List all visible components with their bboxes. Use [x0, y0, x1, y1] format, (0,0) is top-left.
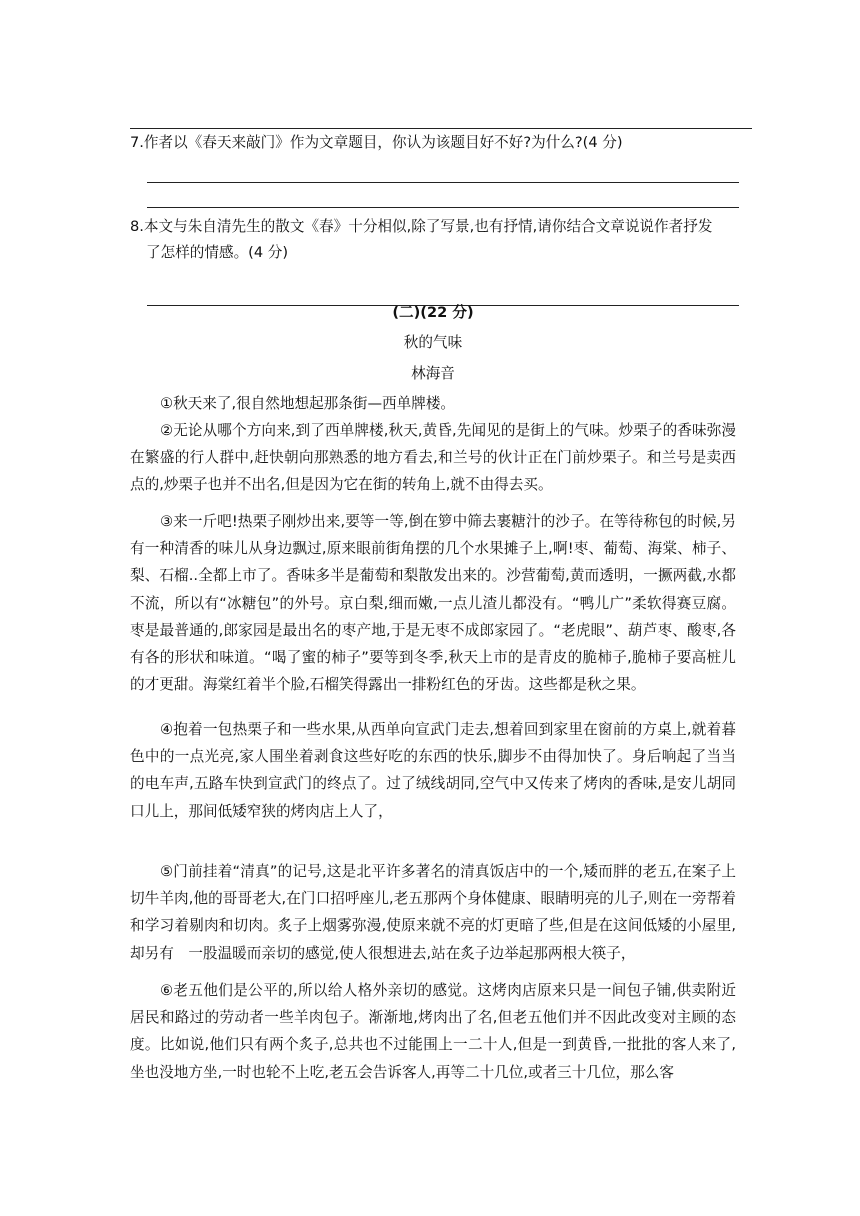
paragraph-2: ②无论从哪个方向来,到了西单牌楼,秋天,黄昏,先闻见的是街上的气味。炒栗子的香味弥漫在繁盛的行人群中,赶快朝向那熟悉的地方看去,和兰号的伙计正在门前炒栗子。和兰号是卖西点的,炒栗子也并不出名,但是因为它在街的转角上,就不由得去买。: [130, 422, 736, 494]
question-8-line1: 8.本文与朱自清先生的散文《春》十分相似,除了写景,也有抒情,请你结合文章说说作者抒发: [130, 218, 713, 235]
question-8-line2: 了怎样的情感。(4 分): [146, 244, 289, 261]
paragraph-5: ⑤门前挂着“清真”的记号,这是北平许多著名的清真饭店中的一个,矮而胖的老五,在案子上切牛羊肉,他的哥哥老大,在门口招呼座儿,老五那两个身体健康、眼睛明亮的儿子,则在一旁帮着和学习着剔肉和切肉。炙子上烟雾弥漫,使原来就不亮的灯更暗了些,但是在这间低矮的小屋里,却另有 一股温暖而亲切的感觉,使人很想进去,站在炙子边举起那两根大筷子，: [130, 863, 736, 962]
answer-line-q7-1: [147, 182, 739, 183]
question-8: [130, 214, 736, 266]
paragraph-6: ⑥老五他们是公平的,所以给人格外亲切的感觉。这烤肉店原来只是一间包子铺,供卖附近居民和路过的劳动者一些羊肉包子。渐渐地,烤肉出了名,但老五他们并不因此改变对主顾的态度。比如说,他们只有两个炙子,总共也不过能围上一二十人,但是一到黄昏,一批批的客人来了,坐也没地方坐,一时也轮不上吃,老五会告诉客人,再等二十几位,或者三十几位，那么客: [130, 982, 736, 1081]
paragraph-1: ①秋天来了,很自然地想起那条街—西单牌楼。: [160, 395, 456, 412]
question-7: [130, 130, 736, 156]
answer-line-top: [130, 128, 752, 129]
answer-line-q7-2: [147, 207, 739, 208]
paragraph-4: ④抱着一包热栗子和一些水果,从西单向宣武门走去,想着回到家里在窗前的方桌上,就着暮色中的一点光亮,家人围坐着剥食这些好吃的东西的快乐,脚步不由得加快了。身后响起了当当的电车声,五路车快到宣武门的终点了。过了绒线胡同,空气中又传来了烤肉的香味,是安儿胡同口儿上，那间低矮窄狭的烤肉店上人了，: [130, 721, 736, 820]
question-7-text: 7.作者以《春天来敲门》作为文章题目，你认为该题目好不好?为什么?(4 分): [130, 134, 623, 151]
article-author: 林海音: [411, 365, 455, 382]
section-heading: (二)(22 分): [392, 304, 474, 321]
paragraph-3: ③来一斤吧!热栗子刚炒出来,要等一等,倒在箩中筛去裹糖汁的沙子。在等待称包的时候,另有一种清香的味儿从身边飘过,原来眼前街角摆的几个水果摊子上,啊!枣、葡萄、海棠、柿子、梨、石榴..全都上市了。香味多半是葡萄和梨散发出来的。沙营葡萄,黄而透明，一撅两截,水都不流，所以有“冰糖包”的外号。京白梨,细而嫩,一点儿渣儿都没有。“鸭儿广”柔软得赛豆腐。枣是最普通的,郎家园是最出名的枣产地,于是无枣不成郎家园了。“老虎眼”、葫芦枣、酸枣,各有各的形状和味道。“喝了蜜的柿子”要等到冬季,秋天上市的是青皮的脆柿子,脆柿子要高桩儿的才更甜。海棠红着半个脸,石榴笑得露出一排粉红色的牙齿。这些都是秋之果。: [130, 513, 736, 694]
article-title: 秋的气味: [403, 334, 463, 351]
